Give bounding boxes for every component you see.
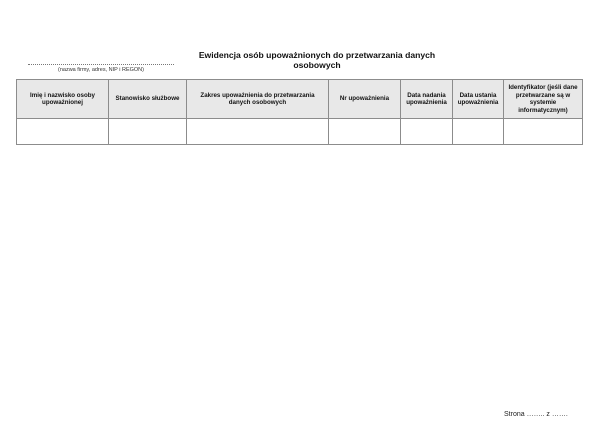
table-header-row [17, 80, 583, 119]
table-cell[interactable] [187, 119, 329, 145]
table-cell[interactable] [329, 119, 401, 145]
column-header-position: Stanowisko służbowe [109, 80, 187, 119]
column-header-grant-date: Data nadania upoważnienia [401, 80, 453, 119]
title-line-1: Ewidencja osób upoważnionych do przetwarzania danych [198, 50, 436, 60]
page-number: Strona …….. z ……. [504, 411, 568, 418]
table-cell[interactable] [17, 119, 109, 145]
company-signature-line [28, 64, 174, 65]
authorized-persons-table [16, 79, 583, 145]
title-line-2: osobowych [293, 60, 341, 70]
column-header-scope: Zakres upoważnienia do przetwarzania danych osobowych [187, 80, 329, 119]
table-cell[interactable] [453, 119, 504, 145]
column-header-identifier: Identyfikator (jeśli dane przetwarzane są w systemie informatycznym) [504, 80, 583, 119]
table-cell[interactable] [504, 119, 583, 145]
table-row [17, 119, 583, 145]
company-caption: (nazwa firmy, adres, NIP i REGON) [58, 67, 144, 73]
table-cell[interactable] [109, 119, 187, 145]
table-cell[interactable] [401, 119, 453, 145]
document-title [192, 50, 442, 70]
column-header-name: Imię i nazwisko osoby upoważnionej [17, 80, 109, 119]
column-header-authorization-number: Nr upoważnienia [329, 80, 401, 119]
column-header-end-date: Data ustania upoważnienia [453, 80, 504, 119]
